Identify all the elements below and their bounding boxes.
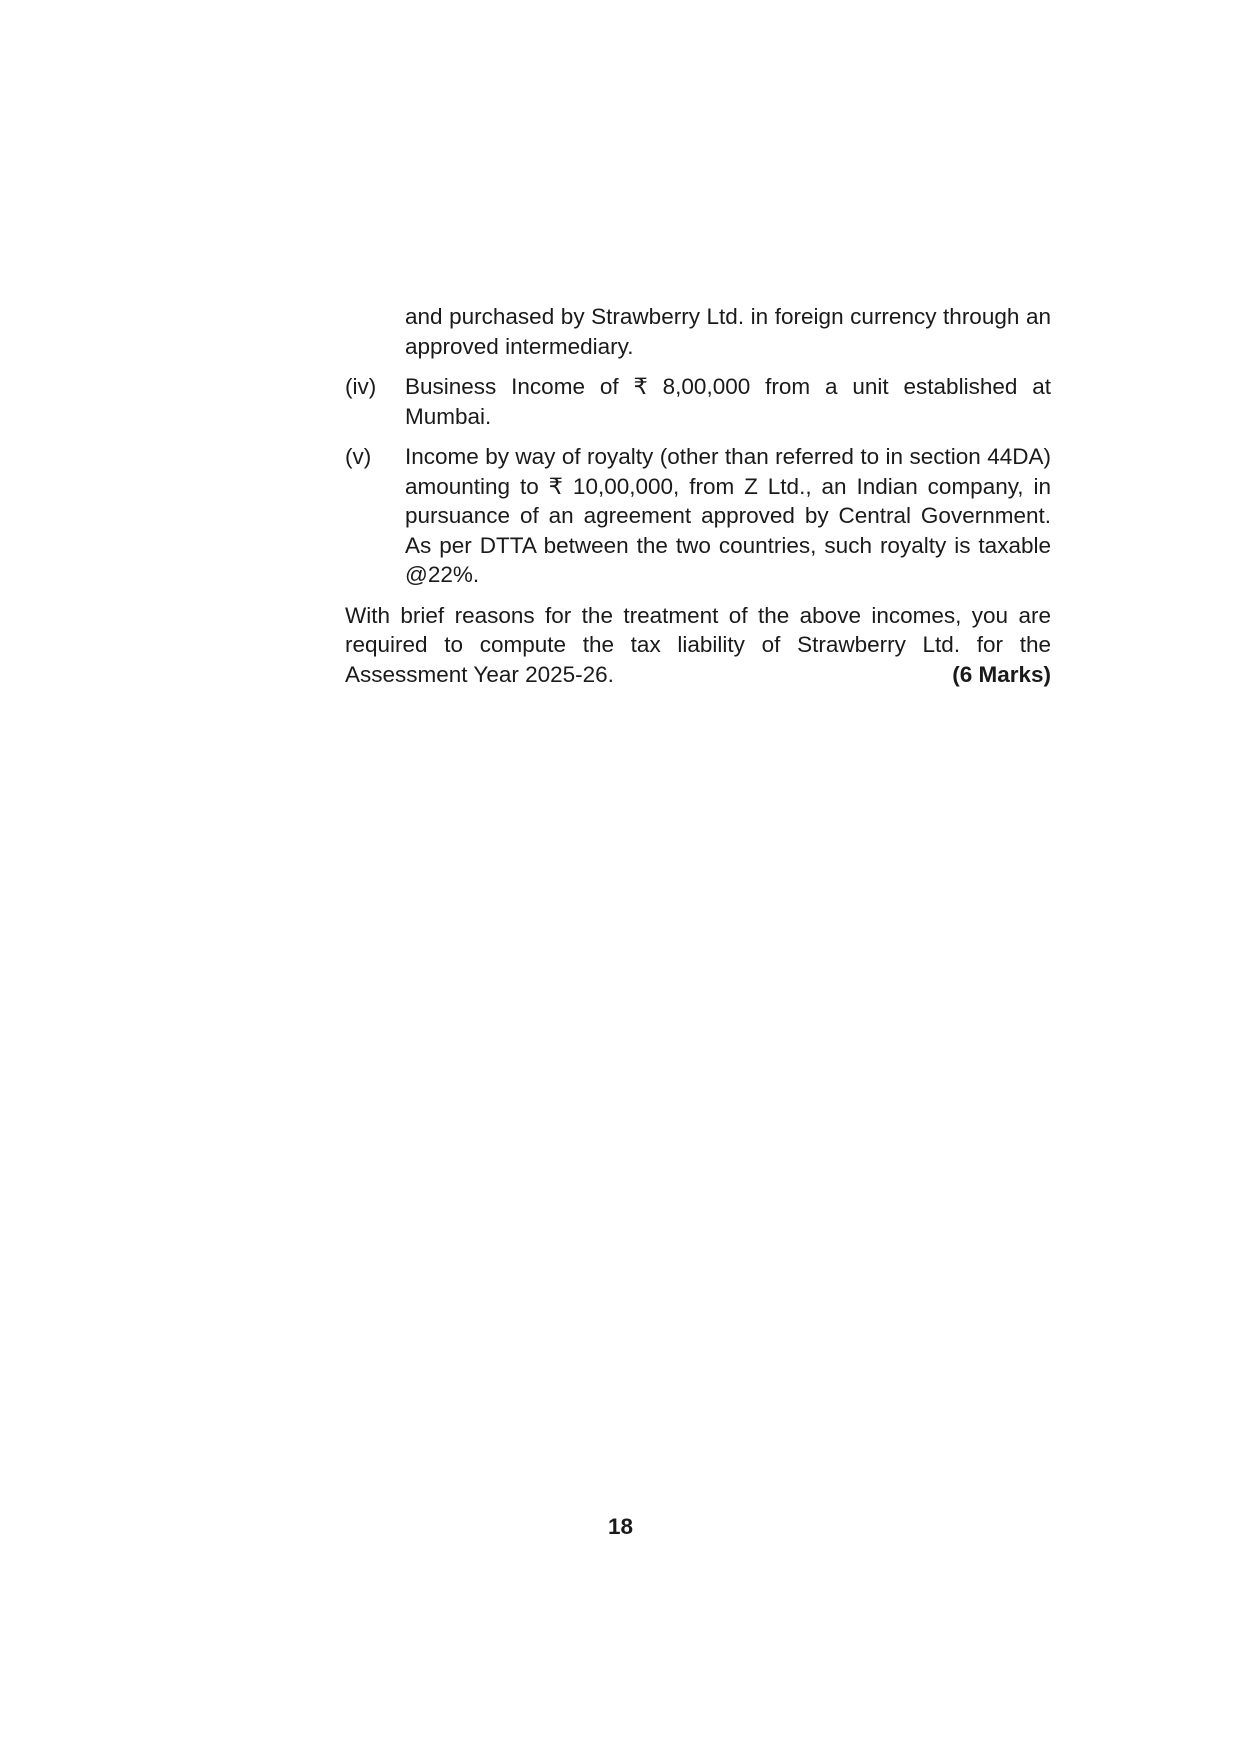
closing-paragraph: [345, 601, 1051, 690]
item-text: Income by way of royalty (other than referred to in section 44DA) amounting to ₹ 10,00,000, from Z Ltd., an Indian company, in pursuance of an agreement approved by Central Government. As per DTTA between the two countries, such royalty is taxable @22%.: [405, 444, 1051, 587]
list-item-iv: [345, 372, 1051, 431]
closing-last-line: [345, 660, 1051, 690]
marks-label: (6 Marks): [952, 661, 1051, 687]
assessment-year-text: Assessment Year 2025-26.: [345, 661, 614, 687]
item-number: (iv): [345, 374, 377, 399]
closing-text: With brief reasons for the treatment of the above incomes, you are required to compute the tax liability of Strawberry Ltd. for the: [345, 602, 1051, 657]
item-number: (v): [345, 444, 372, 469]
item-text: Business Income of ₹ 8,00,000 from a unit established at Mumbai.: [405, 374, 1051, 429]
continuation-paragraph: and purchased by Strawberry Ltd. in foreign currency through an approved intermediary.: [405, 304, 1051, 359]
question-body: [345, 302, 1051, 689]
page-number: 18: [607, 1514, 634, 1539]
list-item-v: [345, 442, 1051, 590]
